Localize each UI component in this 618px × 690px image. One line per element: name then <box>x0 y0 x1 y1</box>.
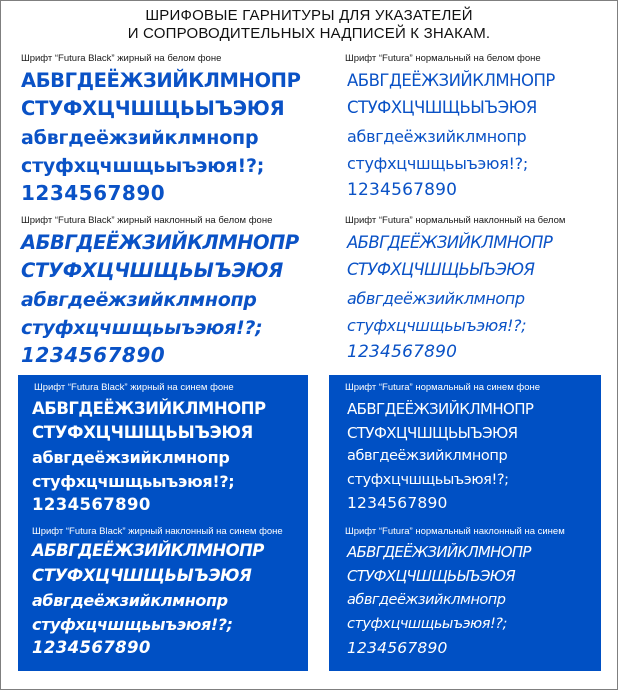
panel-futura-italic-white <box>329 213 617 373</box>
panel-futura-black-blue <box>18 375 308 521</box>
sample-upper-1: АБВГДЕЁЖЗИЙКЛМНОПР <box>347 400 534 418</box>
page-title-line-1: ШРИФОВЫЕ ГАРНИТУРЫ ДЛЯ УКАЗАТЕЛЕЙ <box>145 7 473 24</box>
page-title-line-2: И СОПРОВОДИТЕЛЬНЫХ НАДПИСЕЙ К ЗНАКАМ. <box>127 25 491 42</box>
sample-digits: 1234567890 <box>347 342 458 362</box>
caption-futura-black-italic-white: Шрифт “Futura Black” жирный наклонный на белом фоне <box>21 215 273 226</box>
caption-futura-black-white: Шрифт “Futura Black” жирный на белом фоне <box>21 53 222 64</box>
caption-futura-black-italic-blue: Шрифт “Futura Black” жирный наклонный на синем фоне <box>32 526 283 537</box>
sample-lower-2: стуфхцчшщьыъэюя!?; <box>32 615 233 634</box>
sample-lower-1: абвгдеёжзийклмнопр <box>32 591 228 610</box>
sample-lower-2: стуфхцчшщьыъэюя!?; <box>347 316 527 335</box>
sample-upper-2: СТУФХЦЧШЩЬЫЪЭЮЯ <box>32 566 252 585</box>
panel-futura-black-italic-blue <box>18 523 308 671</box>
panel-futura-black-white <box>1 51 321 211</box>
page-title <box>1 7 617 43</box>
sample-digits: 1234567890 <box>347 639 448 657</box>
sample-lower-1: абвгдеёжзийклмнопр <box>347 448 508 464</box>
sample-digits: 1234567890 <box>21 343 166 367</box>
sample-upper-2: СТУФХЦЧШЩЬЫЪЭЮЯ <box>347 260 535 279</box>
sample-upper-1: АБВГДЕЁЖЗИЙКЛМНОПР <box>347 71 555 90</box>
sample-upper-2: СТУФХЦЧШЩЬЫЪЭЮЯ <box>32 423 253 442</box>
panel-futura-italic-blue <box>329 523 601 671</box>
panel-futura-white <box>329 51 617 211</box>
panel-futura-blue <box>329 375 601 521</box>
sample-lower-2: стуфхцчшщьыъэюя!?; <box>32 472 235 491</box>
sample-upper-2: СТУФХЦЧШЩЬЫЪЭЮЯ <box>347 98 537 117</box>
sample-upper-1: АБВГДЕЁЖЗИЙКЛМНОПР <box>21 231 299 254</box>
caption-futura-blue: Шрифт “Futura” нормальный на синем фоне <box>345 382 541 393</box>
sample-upper-1: АБВГДЕЁЖЗИЙКЛМНОПР <box>21 69 301 92</box>
sample-digits: 1234567890 <box>347 180 458 200</box>
sample-upper-2: СТУФХЦЧШЩЬЫЪЭЮЯ <box>21 97 285 120</box>
sample-lower-1: абвгдеёжзийклмнопр <box>21 289 257 311</box>
sample-upper-1: АБВГДЕЁЖЗИЙКЛМНОПР <box>347 543 531 561</box>
caption-futura-white: Шрифт “Futura” нормальный на белом фоне <box>345 53 541 64</box>
caption-futura-black-blue: Шрифт “Futura Black” жирный на синем фоне <box>34 382 234 393</box>
sample-upper-2: СТУФХЦЧШЩЬЫЪЭЮЯ <box>21 259 283 282</box>
sample-digits: 1234567890 <box>32 495 151 514</box>
sample-lower-1: абвгдеёжзийклмнопр <box>21 127 259 149</box>
sample-upper-1: АБВГДЕЁЖЗИЙКЛМНОПР <box>347 233 553 252</box>
sample-upper-1: АБВГДЕЁЖЗИЙКЛМНОПР <box>32 541 264 560</box>
sample-lower-1: абвгдеёжзийклмнопр <box>347 592 506 608</box>
sample-upper-2: СТУФХЦЧШЩЬЫЪЭЮЯ <box>347 424 518 442</box>
sample-lower-1: абвгдеёжзийклмнопр <box>32 448 230 467</box>
caption-futura-italic-white: Шрифт “Futura” нормальный наклонный на белом <box>345 215 566 226</box>
sample-lower-2: стуфхцчшщьыъэюя!?; <box>347 472 509 488</box>
sample-upper-1: АБВГДЕЁЖЗИЙКЛМНОПР <box>32 399 266 418</box>
sample-digits: 1234567890 <box>21 181 166 205</box>
sample-lower-1: абвгдеёжзийклмнопр <box>347 127 527 146</box>
sample-digits: 1234567890 <box>347 494 448 512</box>
sample-lower-2: стуфхцчшщьыъэюя!?; <box>347 154 528 173</box>
sample-lower-2: стуфхцчшщьыъэюя!?; <box>21 155 265 177</box>
sample-lower-2: стуфхцчшщьыъэюя!?; <box>21 317 263 339</box>
panel-futura-black-italic-white <box>1 213 321 373</box>
sample-upper-2: СТУФХЦЧШЩЬЫЪЭЮЯ <box>347 567 515 585</box>
sample-lower-1: абвгдеёжзийклмнопр <box>347 289 525 308</box>
sample-lower-2: стуфхцчшщьыъэюя!?; <box>347 616 507 632</box>
caption-futura-italic-blue: Шрифт “Futura” нормальный наклонный на синем <box>345 526 565 537</box>
sample-digits: 1234567890 <box>32 638 151 657</box>
